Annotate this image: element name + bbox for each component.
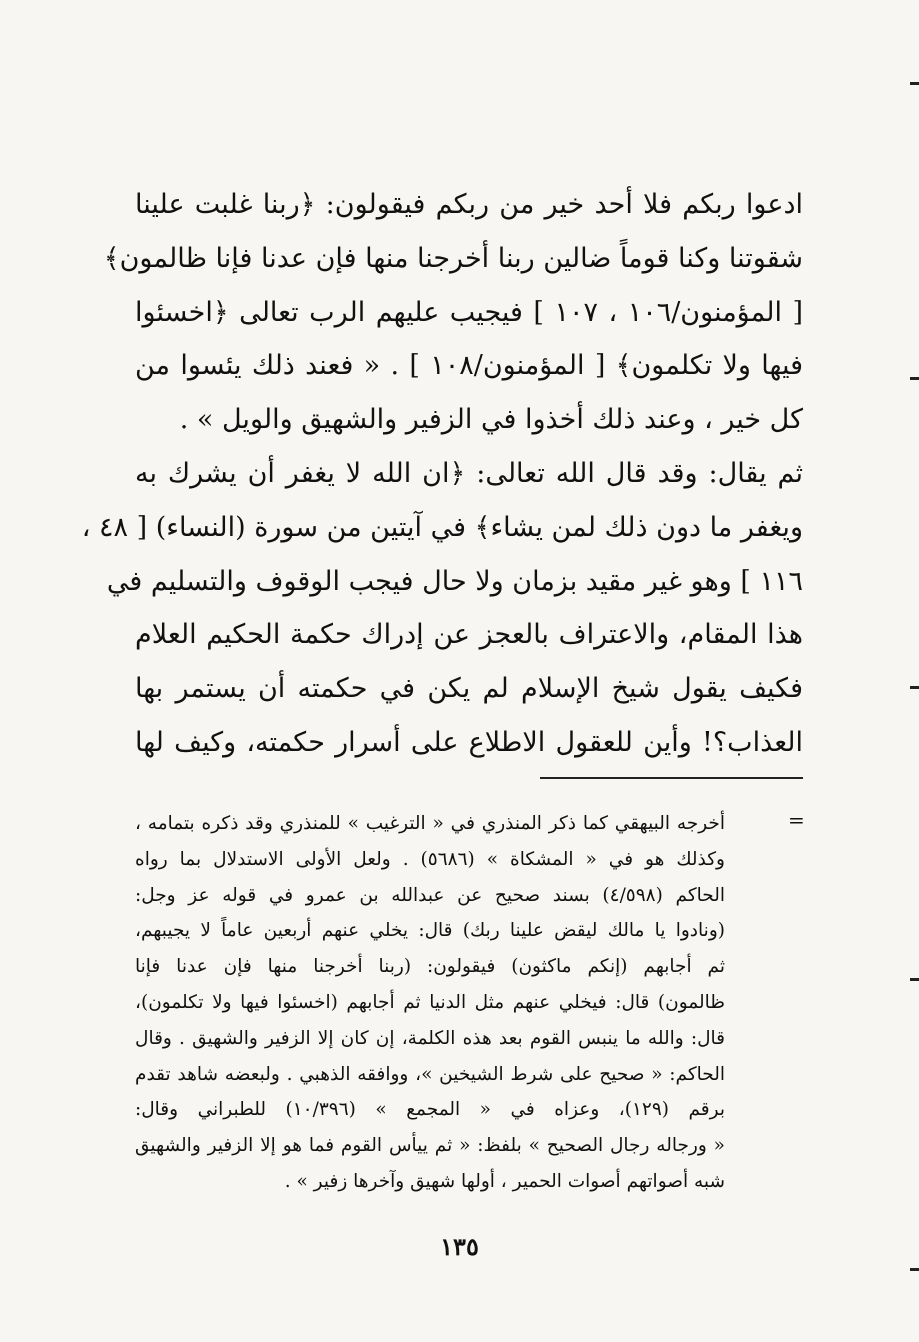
main-line: شقوتنا وكنا قوماً ضالين ربنا أخرجنا منها فإن عدنا فإنا ظالمون﴾ [103,242,803,274]
footnote-line: « ورجاله رجال الصحيح » بلفظ: « ثم ييأس القوم فما هو إلا الزفير والشهيق [135,1135,725,1157]
footnote-line: أخرجه البيهقي كما ذكر المنذري في « الترغيب » للمنذري وقد ذكره بتمامه ، [135,813,725,834]
footnote-text [135,806,725,1200]
main-line: العذاب؟! وأين للعقول الاطلاع على أسرار حكمته، وكيف لها [135,726,803,758]
main-line: فكيف يقول شيخ الإسلام لم يكن في حكمته أن يستمر بها [135,673,803,705]
footnote-continuation-mark: = [788,808,805,832]
footnote-line: ثم أجابهم (إنكم ماكثون) فيقولون: (ربنا أخرجنا منها فإن عدنا فإنا [135,956,725,978]
footnote-line: (ونادوا يا مالك ليقض علينا ربك) قال: يخلي عنهم أربعين عاماً لا يجيبهم، [135,920,725,942]
main-line: ادعوا ربكم فلا أحد خير من ربكم فيقولون: ﴿ربنا غلبت علينا [135,189,803,220]
main-line: [ المؤمنون/١٠٦ ، ١٠٧ ] فيجيب عليهم الرب تعالى ﴿اخسئوا [135,296,803,328]
footnote-line: برقم (١٢٩)، وعزاه في « المجمع » (١٠/٣٩٦) للطبراني وقال: [135,1099,725,1121]
scan-edge-mark [910,978,919,981]
main-text [81,178,803,770]
scan-edge-mark [910,82,919,85]
scan-edge-mark [910,377,919,380]
footnote-line: قال: والله ما ينبس القوم بعد هذه الكلمة، إن كان إلا الزفير والشهيق . وقال [135,1027,725,1049]
footnote-line: الحاكم: « صحيح على شرط الشيخين »، ووافقه الذهبي . ولبعضه شاهد تقدم [135,1063,725,1085]
footnote-line: الحاكم (٤/٥٩٨) بسند صحيح عن عبدالله بن عمرو في قوله عز وجل: [135,884,726,906]
main-line: ويغفر ما دون ذلك لمن يشاء﴾ في آيتين من سورة (النساء) [ ٤٨ ، [81,511,803,543]
footnote-line: شبه أصواتهم أصوات الحمير ، أولها شهيق وآخرها زفير » . [284,1170,725,1192]
footnote-line: ظالمون) قال: فيخلي عنهم مثل الدنيا ثم أجابهم (اخسئوا فيها ولا تكلمون)، [135,991,725,1013]
main-line: كل خير ، وعند ذلك أخذوا في الزفير والشهيق والويل » . [179,404,803,436]
main-line: هذا المقام، والاعتراف بالعجز عن إدراك حكمة الحكيم العلام [135,619,803,651]
scan-edge-mark [910,1268,919,1271]
main-line: ثم يقال: وقد قال الله تعالى: ﴿ان الله لا يغفر أن يشرك به [135,457,803,489]
main-line: فيها ولا تكلمون﴾ [ المؤمنون/١٠٨ ] . « فعند ذلك يئسوا من [135,350,803,382]
page-number: ١٣٥ [440,1232,479,1261]
main-line: ١١٦ ] وهو غير مقيد بزمان ولا حال فيجب الوقوف والتسليم في [106,565,803,597]
footnote-line: وكذلك هو في « المشكاة » (٥٦٨٦) . ولعل الأولى الاستدلال بما رواه [135,848,725,870]
scan-edge-mark [910,686,919,689]
footnote-separator [540,777,803,779]
